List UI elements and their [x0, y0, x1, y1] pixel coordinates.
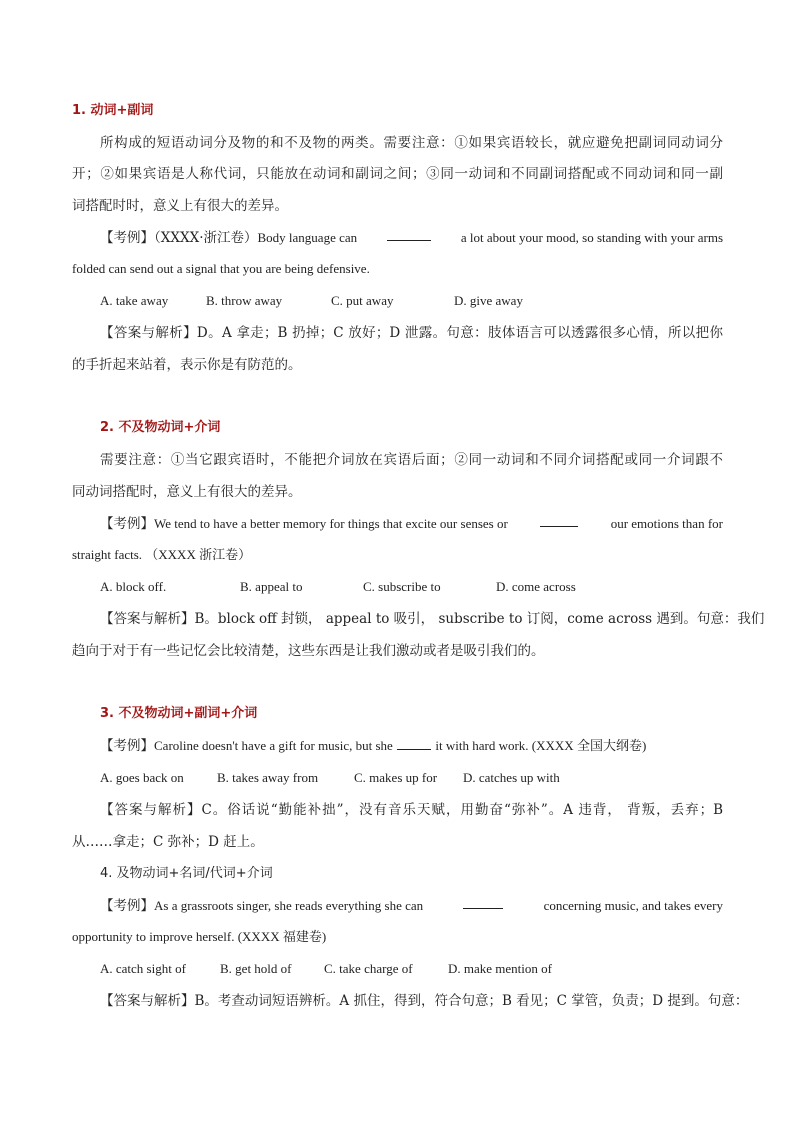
answer-blank [463, 896, 503, 909]
section-1-intro-line-3: 词搭配时时，意义上有很大的差异。 [72, 198, 288, 214]
option-b: B. takes away from [217, 770, 319, 785]
section-3-answer-line-1: 【答案与解析】C。俗话说“勤能补拙”，没有音乐天赋，用勤奋“弥补”。A 违背， 背叛，丢弃；B [100, 802, 723, 818]
section-4-example-line-2: opportunity to improve herself. (XXXX 福建卷) [72, 929, 327, 944]
section-1-answer-line-1: 【答案与解析】D。A 拿走；B 扔掉；C 放好；D 泄露。句意：肢体语言可以透露很多心情，所以把你 [100, 325, 723, 341]
option-a: A. catch sight of [100, 961, 186, 976]
option-b: B. throw away [206, 293, 283, 308]
section-3-heading: 3. 不及物动词+副词+介词 [100, 706, 258, 721]
section-1-example-line-1 [100, 228, 723, 248]
option-b: B. appeal to [240, 579, 303, 594]
example-label: 【考例】 [100, 516, 154, 532]
option-d: D. come across [496, 579, 576, 594]
option-c: C. makes up for [354, 770, 438, 785]
option-d: D. give away [454, 293, 523, 308]
example-text-post: it with hard work. (XXXX 全国大纲卷) [435, 738, 647, 753]
answer-blank [397, 737, 431, 750]
option-c: C. take charge of [324, 961, 413, 976]
option-a: A. take away [100, 293, 169, 308]
section-4-example-line-1 [100, 896, 723, 916]
section-2-example-line-1 [100, 514, 723, 534]
option-c: C. put away [331, 293, 394, 308]
option-a: A. goes back on [100, 770, 184, 785]
option-d: D. make mention of [448, 961, 552, 976]
section-2-example-line-2: straight facts. （XXXX 浙江卷） [72, 547, 252, 562]
example-text-post: concerning music, and takes every [543, 898, 723, 913]
section-1-intro-line-2: 开；②如果宾语是人称代词，只能放在动词和副词之间；③同一动词和不同副词搭配或不同动词和同一副 [72, 166, 723, 182]
section-4-heading: 4. 及物动词+名词/代词+介词 [100, 866, 273, 881]
option-b: B. get hold of [220, 961, 292, 976]
section-2-answer-line-1: 【答案与解析】B。block off 封锁， appeal to 吸引， subscribe to 订阅，come across 遇到。句意：我们 [100, 611, 765, 627]
section-2-heading: 2. 不及物动词+介词 [100, 420, 221, 435]
example-text-pre: We tend to have a better memory for things that excite our senses or [154, 516, 508, 531]
section-1-answer-line-2: 的手折起来站着，表示你是有防范的。 [72, 357, 302, 373]
answer-blank [387, 228, 431, 241]
example-text-pre: Body language can [257, 230, 358, 245]
example-text-post: our emotions than for [610, 516, 723, 531]
example-source: （XXXX·浙江卷） [154, 230, 258, 246]
example-text-post: a lot about your mood, so standing with your arms [460, 230, 723, 245]
option-d: D. catches up with [463, 770, 560, 785]
section-2-intro-line-1: 需要注意：①当它跟宾语时，不能把介词放在宾语后面；②同一动词和不同介词搭配或同一介词跟不 [100, 452, 723, 468]
section-3-example-line-1 [100, 736, 723, 756]
section-1-heading: 1. 动词+副词 [72, 103, 154, 118]
section-4-answer-line-1: 【答案与解析】B。考查动词短语辨析。A 抓住，得到，符合句意；B 看见；C 掌管，负责；D 提到。句意： [100, 993, 749, 1009]
section-1-example-line-2: folded can send out a signal that you are being defensive. [72, 261, 370, 276]
example-text-pre: As a grassroots singer, she reads everything she can [154, 898, 424, 913]
option-a: A. block off. [100, 579, 167, 594]
option-c: C. subscribe to [363, 579, 441, 594]
example-text-pre: Caroline doesn't have a gift for music, but she [154, 738, 393, 753]
example-label: 【考例】 [100, 230, 154, 246]
section-2-answer-line-2: 趋向于对于有一些记忆会比较清楚，这些东西是让我们激动或者是吸引我们的。 [72, 643, 545, 659]
section-3-answer-line-2: 从……拿走；C 弥补；D 赶上。 [72, 834, 264, 850]
answer-blank [540, 514, 578, 527]
example-label: 【考例】 [100, 738, 154, 754]
example-label: 【考例】 [100, 898, 154, 914]
section-2-intro-line-2: 同动词搭配时，意义上有很大的差异。 [72, 484, 302, 500]
section-1-intro-line-1: 所构成的短语动词分及物的和不及物的两类。需要注意：①如果宾语较长，就应避免把副词同动词分 [100, 135, 723, 151]
